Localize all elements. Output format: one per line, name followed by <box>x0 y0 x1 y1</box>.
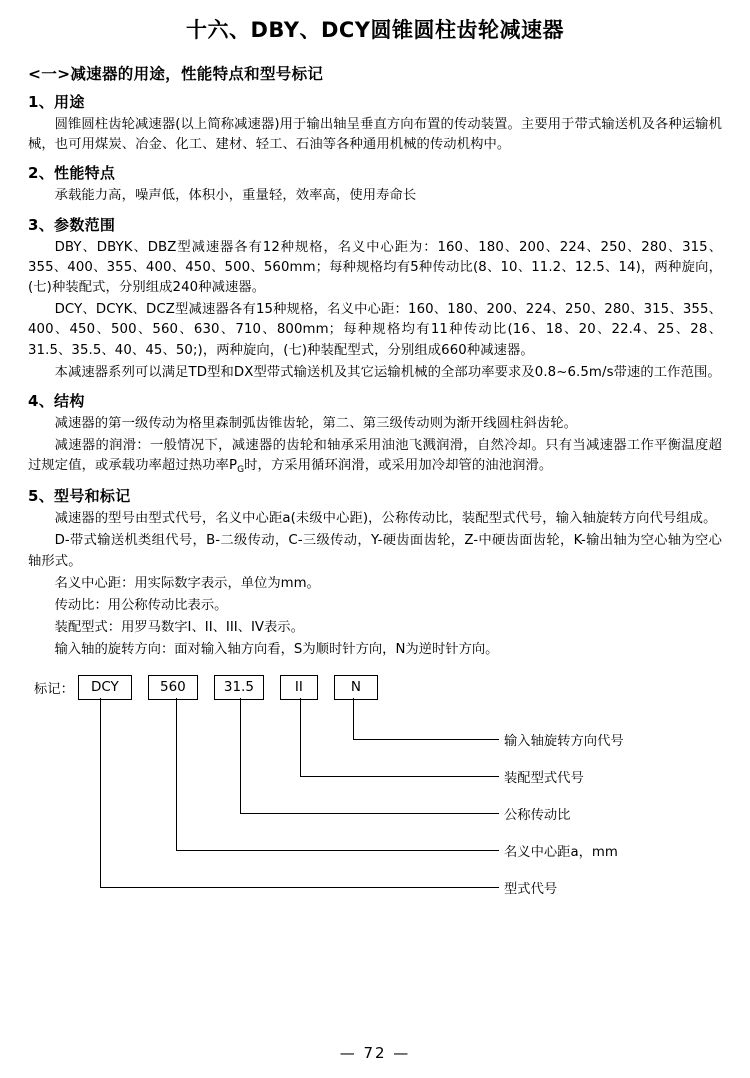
paragraph-usage: 圆锥圆柱齿轮减速器(以上简称减速器)用于输出轴呈垂直方向布置的传动装置。主要用于带式输送机及各种运输机械，也可用煤炭、冶金、化工、建材、轻工、石油等各种通用机械的传动机构中。 <box>28 117 722 153</box>
page-number: — 72 — <box>339 1044 411 1062</box>
leader-line-ratio-horizontal <box>240 813 499 814</box>
section-heading-overview: <一>减速器的用途，性能特点和型号标记 <box>28 65 324 83</box>
code-box-center-distance: 560 <box>148 675 198 700</box>
lubrication-subscript: G <box>237 465 245 476</box>
leader-line-center-distance-horizontal <box>176 850 499 851</box>
paragraph-parameters-dcy: DCY、DCYK、DCZ型减速器各有15种规格，名义中心距：160、180、200、224、250、280、315、355、400、450、500、560、630、710、800mm；每种规格均有11种传动比(16、18、20、22.4、25、28、31.5、35.5、40、45、50;)，两种旋向，(七)种装配型式，分别组成660种减速器。 <box>28 302 722 358</box>
section-heading-usage: 1、用途 <box>28 93 85 111</box>
leader-line-center-distance-vertical <box>176 698 177 850</box>
code-box-type: DCY <box>78 675 132 700</box>
leader-line-assembly-vertical <box>300 698 301 776</box>
leader-line-ratio-vertical <box>240 698 241 813</box>
paragraph-structure-gears: 减速器的第一级传动为格里森制弧齿锥齿轮，第二、第三级传动则为渐开线圆柱斜齿轮。 <box>54 416 578 432</box>
leader-line-rotation-horizontal <box>353 739 499 740</box>
section-heading-performance: 2、性能特点 <box>28 164 116 183</box>
lubrication-text-part1: 减速器的润滑：一般情况下，减速器的齿轮和轴承采用油池飞溅润滑，自然冷却。只有当减速器工作平衡温度超过规定值，或承载功率超过热功率P <box>28 438 722 474</box>
leader-caption-rotation: 输入轴旋转方向代号 <box>504 733 624 749</box>
paragraph-parameters-dby: DBY、DBYK、DBZ型减速器各有12种规格，名义中心距为：160、180、200、224、250、280、315、355、400、355、400、450、500、560mm；每种规格均有5种传动比(8、10、11.2、12.5、14)，两种旋向，(七)种装配式，分别组成240种减速器。 <box>28 239 722 296</box>
model-code-row <box>34 675 394 700</box>
page-title: 十六、DBY、DCY圆锥圆柱齿轮减速器 <box>185 18 565 42</box>
section-heading-model-marking: 5、型号和标记 <box>28 487 131 506</box>
code-box-assembly: II <box>280 675 318 700</box>
leader-caption-type: 型式代号 <box>504 881 558 897</box>
paragraph-parameters-range: 本减速器系列可以满足TD型和DX型带式输送机及其它运输机械的全部功率要求及0.8~6.5m/s带速的工作范围。 <box>54 364 721 380</box>
model-code-diagram <box>28 675 722 925</box>
paragraph-ratio: 传动比：用公称传动比表示。 <box>54 597 228 613</box>
paragraph-model-composition: 减速器的型号由型式代号，名义中心距a(未级中心距)，公称传动比，装配型式代号，输入轴旋转方向代号组成。 <box>54 511 717 527</box>
leader-line-assembly-horizontal <box>300 776 499 777</box>
document-page <box>0 14 750 1078</box>
paragraph-assembly-type: 装配型式：用罗马数字I、II、III、IV表示。 <box>54 620 304 636</box>
leader-line-type-horizontal <box>100 887 499 888</box>
paragraph-performance: 承载能力高，噪声低，体积小，重量轻，效率高，使用寿命长 <box>54 188 417 204</box>
paragraph-structure-lubrication <box>28 436 722 478</box>
section-heading-parameters: 3、参数范围 <box>28 215 116 234</box>
paragraph-center-distance: 名义中心距：用实际数字表示，单位为mm。 <box>54 575 320 591</box>
model-code-label: 标记： <box>34 681 74 697</box>
leader-caption-ratio: 公称传动比 <box>504 807 571 823</box>
code-box-ratio: 31.5 <box>214 675 264 700</box>
leader-caption-center-distance: 名义中心距a，mm <box>504 844 618 860</box>
leader-caption-assembly: 装配型式代号 <box>504 770 584 786</box>
leader-line-type-vertical <box>100 698 101 887</box>
lubrication-text-part2: 时，方采用循环润滑，或采用加冷却管的油池润滑。 <box>244 458 553 474</box>
code-box-rotation: N <box>334 675 378 700</box>
paragraph-model-codes: D-带式输送机类组代号，B-二级传动，C-三级传动，Y-硬齿面齿轮，Z-中硬齿面齿轮，K-输出轴为空心轴为空心轴形式。 <box>28 533 722 569</box>
section-heading-structure: 4、结构 <box>28 392 85 411</box>
leader-line-rotation-vertical <box>353 698 354 739</box>
paragraph-rotation-direction: 输入轴的旋转方向：面对输入轴方向看，S为顺时针方向，N为逆时针方向。 <box>54 642 499 658</box>
